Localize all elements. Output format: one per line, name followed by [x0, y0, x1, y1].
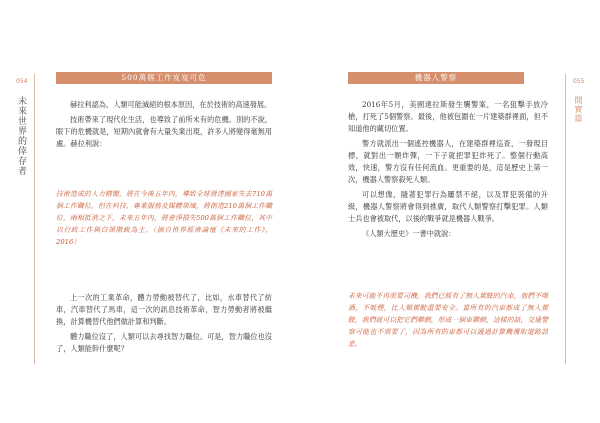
right-margin-rule — [565, 74, 566, 364]
right-paragraph: 警方就派出一個遙控機器人，在建築群裡巡查，一發現目標，就對出一顆炸彈，一下子就把罪犯炸死了。整個行動高效，快速，警方沒有任何流血。更重要的是，這是歷史上第一次，機器人警察殺死人類。 — [348, 139, 548, 184]
left-paragraph: 體力職位沒了，人類可以去尋找智力職位。可是，智力職位也沒了，人類能幹什麼呢？ — [56, 332, 272, 353]
right-quote: 未來可能不再需要司機，我們已經有了無人駕駛的汽車，他們不喝酒，不吸煙，比人類駕駛還要安全。當所有的汽車都成了無人駕駛，我們就可以把它們聯網，形成一個車聯網，這樣的話，交通警察可能也不需要了，因為所有的車都可以通過計算機獲取道路訊息。 — [348, 292, 548, 348]
right-paragraph: 可以想像，隨著犯罪行為屢禁不絕，以及罪犯裝備的升級，機器人警察將會得到推廣，取代人類警察打擊犯罪。人類士兵也會被取代，以後的戰爭就是機器人戰爭。 — [348, 190, 548, 223]
left-paragraph: 赫拉利認為，人類可能滅絕的根本原因，在於技術的高速發展。 — [70, 100, 272, 109]
right-paragraph: 2016年5月，美國達拉斯發生襲警案，一名狙擊手放冷槍，打死了5個警察。最後，他被包圍在一片建築群裡面，但不知道他的藏切位置。 — [348, 100, 548, 133]
right-side-title: 開實篇 — [574, 96, 583, 123]
left-section-title: 500萬個工作岌岌可危 — [56, 72, 272, 84]
right-page — [300, 0, 600, 423]
left-page-number: 054 — [16, 78, 28, 85]
left-body-top — [56, 99, 272, 153]
left-paragraph: 技術帶來了現代化生活，也導致了前所未有的危機。別的不說，眼下的危機就是，短期內就會有大量失業出現，許多人將變得毫無用處。赫拉利說： — [56, 115, 272, 148]
right-page-number: 055 — [573, 78, 585, 85]
left-quote: 技術造成的人力精簡，將在今後五年內，導致全球發達國家失去710萬個工作職位，但在科技、專業服務及媒體領域，將創造210萬個工作職位，兩相抵消之下，未來五年內，將會淨損失500萬個工作職位，其中以行政工作與白領階級為主。（摘自世界經濟論壇《未來的工作》，2016） — [56, 190, 272, 246]
right-body-top — [348, 99, 548, 243]
right-paragraph: 《人類大歷史》一書中就說： — [362, 229, 456, 238]
right-section-title: 機器人警察 — [348, 72, 524, 84]
left-margin-rule — [34, 74, 35, 364]
left-side-title: 未來世界的倖存者 — [16, 96, 26, 176]
left-paragraph: 上一次的工業革命，體力勞動被替代了，比如，水車替代了紡車，汽車替代了馬車，這一次的訊息技術革命，智力勞動者將被繼換，計算機替代他們做計算和判斷。 — [56, 293, 272, 326]
left-body-bottom — [56, 292, 272, 358]
